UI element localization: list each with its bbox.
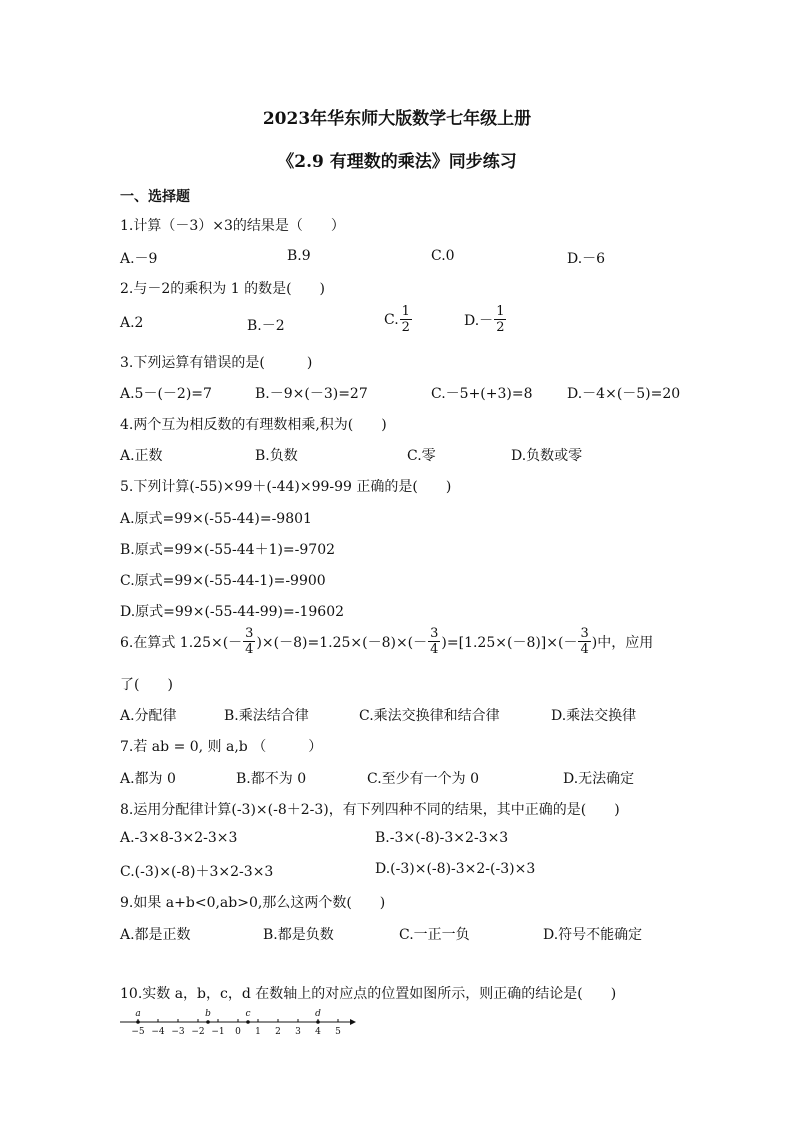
q3-option-c: C.－5+(+3)=8 [431, 386, 533, 402]
q7-option-a: A.都为 0 [120, 771, 176, 787]
q4-option-c: C.零 [407, 448, 436, 464]
number-line-tick-label: 2 [275, 1027, 281, 1037]
q7-option-d: D.无法确定 [563, 771, 635, 787]
q6-fraction-1 [243, 626, 255, 657]
question-8: 8.运用分配律计算(-3)×(-8＋2-3)，有下列四种不同的结果，其中正确的是( ) [120, 802, 620, 818]
number-line-tick-label: 5 [335, 1027, 341, 1037]
q2-c-denominator: 2 [401, 320, 410, 335]
q1-option-b: B.9 [287, 248, 311, 264]
q6-numerator-1: 3 [245, 626, 254, 641]
number-line-tick-label: 0 [235, 1027, 241, 1037]
number-line-point-c [246, 1020, 250, 1024]
question-2: 2.与－2的乘积为 1 的数是( ) [120, 281, 325, 297]
q6-fraction-3 [578, 626, 590, 657]
q6-option-b: B.乘法结合律 [224, 708, 309, 724]
q9-option-d: D.符号不能确定 [543, 927, 643, 943]
q6-denominator-1: 4 [245, 642, 254, 657]
q3-option-b: B.－9×(－3)=27 [255, 386, 368, 402]
number-line-point-a [136, 1020, 140, 1024]
number-line-tick-label: 3 [295, 1027, 301, 1037]
page-subtitle: 《2.9 有理数的乘法》同步练习 [277, 152, 517, 172]
section-heading: 一、选择题 [120, 189, 190, 205]
number-line-point-label-b: b [205, 1009, 211, 1019]
q6-option-a: A.分配律 [120, 708, 177, 724]
question-6-line-2: 了( ) [120, 677, 173, 693]
number-line-tick-label: 4 [315, 1027, 321, 1037]
question-10: 10.实数 a，b，c，d 在数轴上的对应点的位置如图所示，则正确的结论是( ) [120, 986, 617, 1002]
q2-d-fraction [494, 304, 506, 335]
number-line-point-label-d: d [315, 1009, 321, 1019]
q8-option-d: D.(-3)×(-8)-3×2-(-3)×3 [375, 861, 536, 877]
q2-d-numerator: 1 [496, 304, 505, 319]
q1-option-c: C.0 [431, 248, 455, 264]
q9-option-a: A.都是正数 [120, 927, 191, 943]
q2-c-numerator: 1 [401, 304, 410, 319]
q5-option-b: B.原式=99×(-55-44＋1)=-9702 [120, 542, 336, 558]
q8-option-b: B.-3×(-8)-3×2-3×3 [375, 830, 509, 846]
question-5: 5.下列计算(-55)×99＋(-44)×99-99 正确的是( ) [120, 479, 452, 495]
q5-option-d: D.原式=99×(-55-44-99)=-19602 [120, 604, 345, 620]
q6-part-4: )中，应用 [591, 634, 654, 651]
q6-option-d: D.乘法交换律 [551, 708, 637, 724]
q9-option-b: B.都是负数 [263, 927, 334, 943]
question-7: 7.若 ab = 0, 则 a,b （ ） [120, 739, 323, 755]
q6-part-1: 6.在算式 1.25×(－ [120, 634, 243, 651]
number-line-arrow [350, 1019, 356, 1025]
question-3: 3.下列运算有错误的是( ) [120, 355, 313, 371]
number-line-point-label-a: a [135, 1009, 141, 1019]
number-line-tick-label: −2 [191, 1027, 205, 1037]
question-6 [120, 626, 653, 657]
q8-option-c: C.(-3)×(-8)＋3×2-3×3 [120, 864, 274, 880]
q2-c-prefix: C. [384, 311, 399, 328]
q9-option-c: C.一正一负 [399, 927, 470, 943]
page-title: 2023年华东师大版数学七年级上册 [262, 109, 532, 129]
q3-option-d: D.－4×(－5)=20 [567, 386, 681, 402]
q6-part-3: )=[1.25×(－8)]×(－ [441, 634, 578, 651]
q6-numerator-2: 3 [430, 626, 439, 641]
question-1: 1.计算（－3）×3的结果是（ ） [120, 218, 345, 234]
q8-option-a: A.-3×8-3×2-3×3 [120, 830, 238, 846]
number-line-tick-label: −4 [151, 1027, 165, 1037]
q2-option-c [384, 304, 413, 335]
number-line-tick-label: −1 [211, 1027, 225, 1037]
q1-option-d: D.－6 [567, 251, 606, 267]
q6-fraction-2 [428, 626, 440, 657]
number-line-point-d [316, 1020, 320, 1024]
q4-option-d: D.负数或零 [511, 448, 583, 464]
question-9: 9.如果 a+b<0,ab>0,那么这两个数( ) [120, 895, 386, 911]
q6-denominator-2: 4 [430, 642, 439, 657]
q7-option-c: C.至少有一个为 0 [367, 771, 480, 787]
q2-c-fraction [400, 304, 412, 335]
number-line-point-label-c: c [245, 1009, 251, 1019]
q5-option-c: C.原式=99×(-55-44-1)=-9900 [120, 573, 326, 589]
number-line-tick-label: 1 [255, 1027, 261, 1037]
q7-option-b: B.都不为 0 [236, 771, 307, 787]
q1-option-a: A.－9 [120, 251, 158, 267]
number-line-tick-label: −5 [131, 1027, 145, 1037]
q2-d-denominator: 2 [496, 320, 505, 335]
q6-part-2: )×(－8)=1.25×(－8)×(－ [256, 634, 428, 651]
q5-option-a: A.原式=99×(-55-44)=-9801 [120, 511, 312, 527]
number-line-tick-label: −3 [171, 1027, 185, 1037]
q4-option-b: B.负数 [255, 448, 298, 464]
q6-numerator-3: 3 [580, 626, 589, 641]
q2-option-d [464, 304, 507, 335]
q2-option-b: B.－2 [247, 318, 285, 334]
q2-option-a: A.2 [120, 315, 144, 331]
q2-d-prefix: D.－ [464, 312, 494, 329]
question-4: 4.两个互为相反数的有理数相乘,积为( ) [120, 417, 387, 433]
q4-option-a: A.正数 [120, 448, 163, 464]
q3-option-a: A.5－(－2)=7 [120, 386, 212, 402]
q6-denominator-3: 4 [580, 642, 589, 657]
q6-option-c: C.乘法交换律和结合律 [359, 708, 500, 724]
number-line-figure [118, 1008, 358, 1038]
number-line-point-b [206, 1020, 210, 1024]
